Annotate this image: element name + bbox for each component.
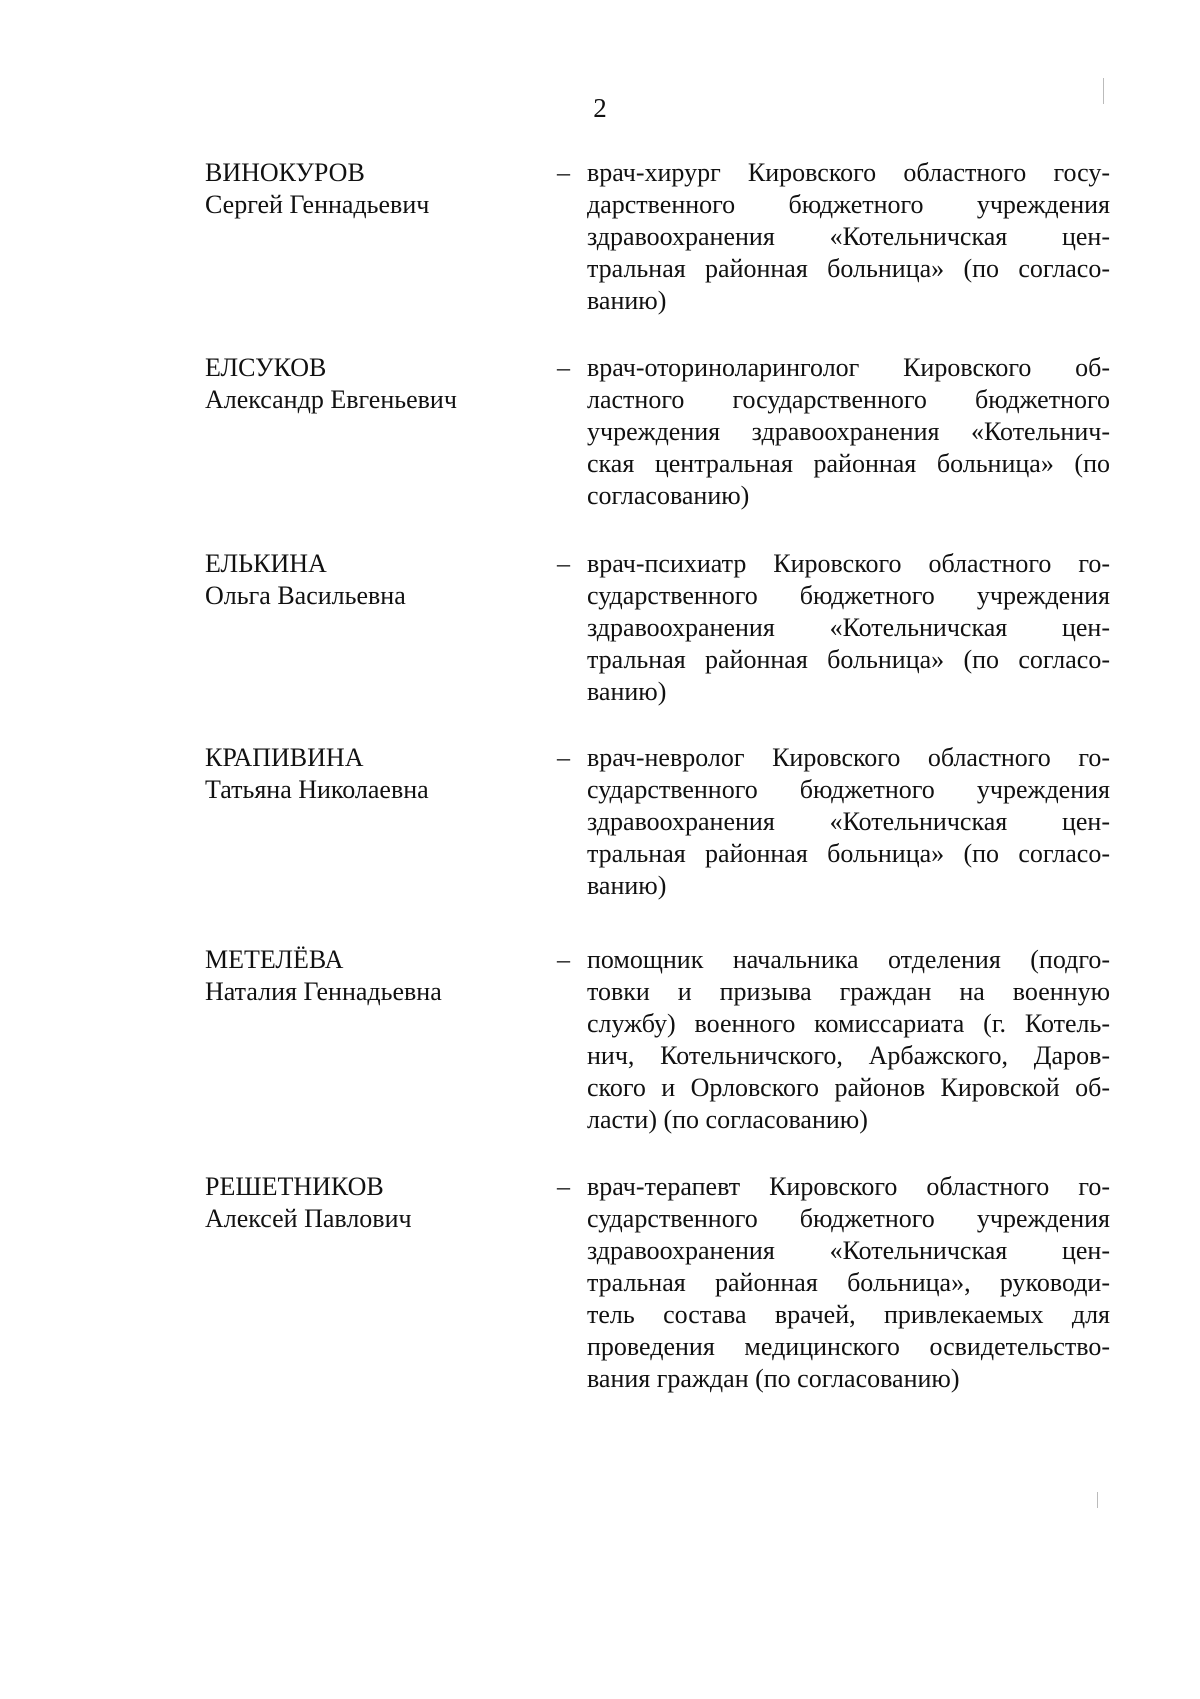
member-position <box>587 548 1110 708</box>
member-name <box>205 352 545 416</box>
position-line: здравоохранения «Котельничская цен- <box>587 222 1110 251</box>
member-given-names: Татьяна Николаевна <box>205 775 429 804</box>
commission-member-list <box>0 157 1200 1393</box>
position-line: проведения медицинского освидетельство- <box>587 1332 1110 1361</box>
dash: – <box>557 158 570 187</box>
position-line: здравоохранения «Котельничская цен- <box>587 807 1110 836</box>
member-given-names: Сергей Геннадьевич <box>205 190 430 219</box>
member-surname: МЕТЕЛЁВА <box>205 945 344 974</box>
member-entry <box>0 157 1200 352</box>
member-given-names: Алексей Павлович <box>205 1204 412 1233</box>
member-surname: ЕЛЬКИНА <box>205 549 327 578</box>
member-surname: РЕШЕТНИКОВ <box>205 1172 384 1201</box>
position-line: нич, Котельничского, Арбажского, Даров- <box>587 1041 1110 1070</box>
member-position <box>587 1171 1110 1395</box>
scan-artifact <box>1103 78 1104 104</box>
dash: – <box>557 549 570 578</box>
member-position <box>587 944 1110 1136</box>
member-entry <box>0 1171 1200 1393</box>
position-line: учреждения здравоохранения «Котельнич- <box>587 417 1110 446</box>
position-line: ласти) (по согласованию) <box>587 1105 868 1134</box>
position-line: врач-невролог Кировского областного го- <box>587 743 1110 772</box>
member-surname: ЕЛСУКОВ <box>205 353 327 382</box>
position-line: врач-оториноларинголог Кировского об- <box>587 353 1110 382</box>
position-line: сударственного бюджетного учреждения <box>587 1204 1110 1233</box>
scan-artifact <box>1097 1492 1098 1508</box>
dash: – <box>557 743 570 772</box>
position-line: здравоохранения «Котельничская цен- <box>587 613 1110 642</box>
member-name <box>205 742 545 806</box>
position-line: согласованию) <box>587 481 750 510</box>
member-entry <box>0 352 1200 548</box>
position-line: службу) военного комиссариата (г. Котель- <box>587 1009 1110 1038</box>
position-line: вания граждан (по согласованию) <box>587 1364 960 1393</box>
position-line: товки и призыва граждан на военную <box>587 977 1110 1006</box>
position-line: врач-психиатр Кировского областного го- <box>587 549 1110 578</box>
member-position <box>587 352 1110 512</box>
position-line: ванию) <box>587 286 667 315</box>
member-name <box>205 1171 545 1235</box>
position-line: тель состава врачей, привлекаемых для <box>587 1300 1110 1329</box>
position-line: здравоохранения «Котельничская цен- <box>587 1236 1110 1265</box>
position-line: помощник начальника отделения (подго- <box>587 945 1110 974</box>
position-line: тральная районная больница» (по согласо- <box>587 839 1110 868</box>
member-given-names: Ольга Васильевна <box>205 581 406 610</box>
position-line: ская центральная районная больница» (по <box>587 449 1110 478</box>
member-entry <box>0 742 1200 944</box>
member-given-names: Александр Евгеньевич <box>205 385 457 414</box>
member-position <box>587 157 1110 317</box>
position-line: сударственного бюджетного учреждения <box>587 775 1110 804</box>
member-position <box>587 742 1110 902</box>
position-line: дарственного бюджетного учреждения <box>587 190 1110 219</box>
position-line: врач-хирург Кировского областного госу- <box>587 158 1110 187</box>
member-surname: ВИНОКУРОВ <box>205 158 365 187</box>
position-line: врач-терапевт Кировского областного го- <box>587 1172 1110 1201</box>
position-line: тральная районная больница» (по согласо- <box>587 254 1110 283</box>
dash: – <box>557 945 570 974</box>
member-entry <box>0 548 1200 742</box>
position-line: тральная районная больница» (по согласо- <box>587 645 1110 674</box>
member-surname: КРАПИВИНА <box>205 743 364 772</box>
member-name <box>205 157 545 221</box>
member-name <box>205 944 545 1008</box>
dash: – <box>557 353 570 382</box>
position-line: ванию) <box>587 677 667 706</box>
position-line: ванию) <box>587 871 667 900</box>
dash: – <box>557 1172 570 1201</box>
member-entry <box>0 944 1200 1171</box>
page-number: 2 <box>593 93 607 123</box>
member-given-names: Наталия Геннадьевна <box>205 977 442 1006</box>
position-line: сударственного бюджетного учреждения <box>587 581 1110 610</box>
position-line: ластного государственного бюджетного <box>587 385 1110 414</box>
position-line: ского и Орловского районов Кировской об- <box>587 1073 1110 1102</box>
position-line: тральная районная больница», руководи- <box>587 1268 1110 1297</box>
member-name <box>205 548 545 612</box>
